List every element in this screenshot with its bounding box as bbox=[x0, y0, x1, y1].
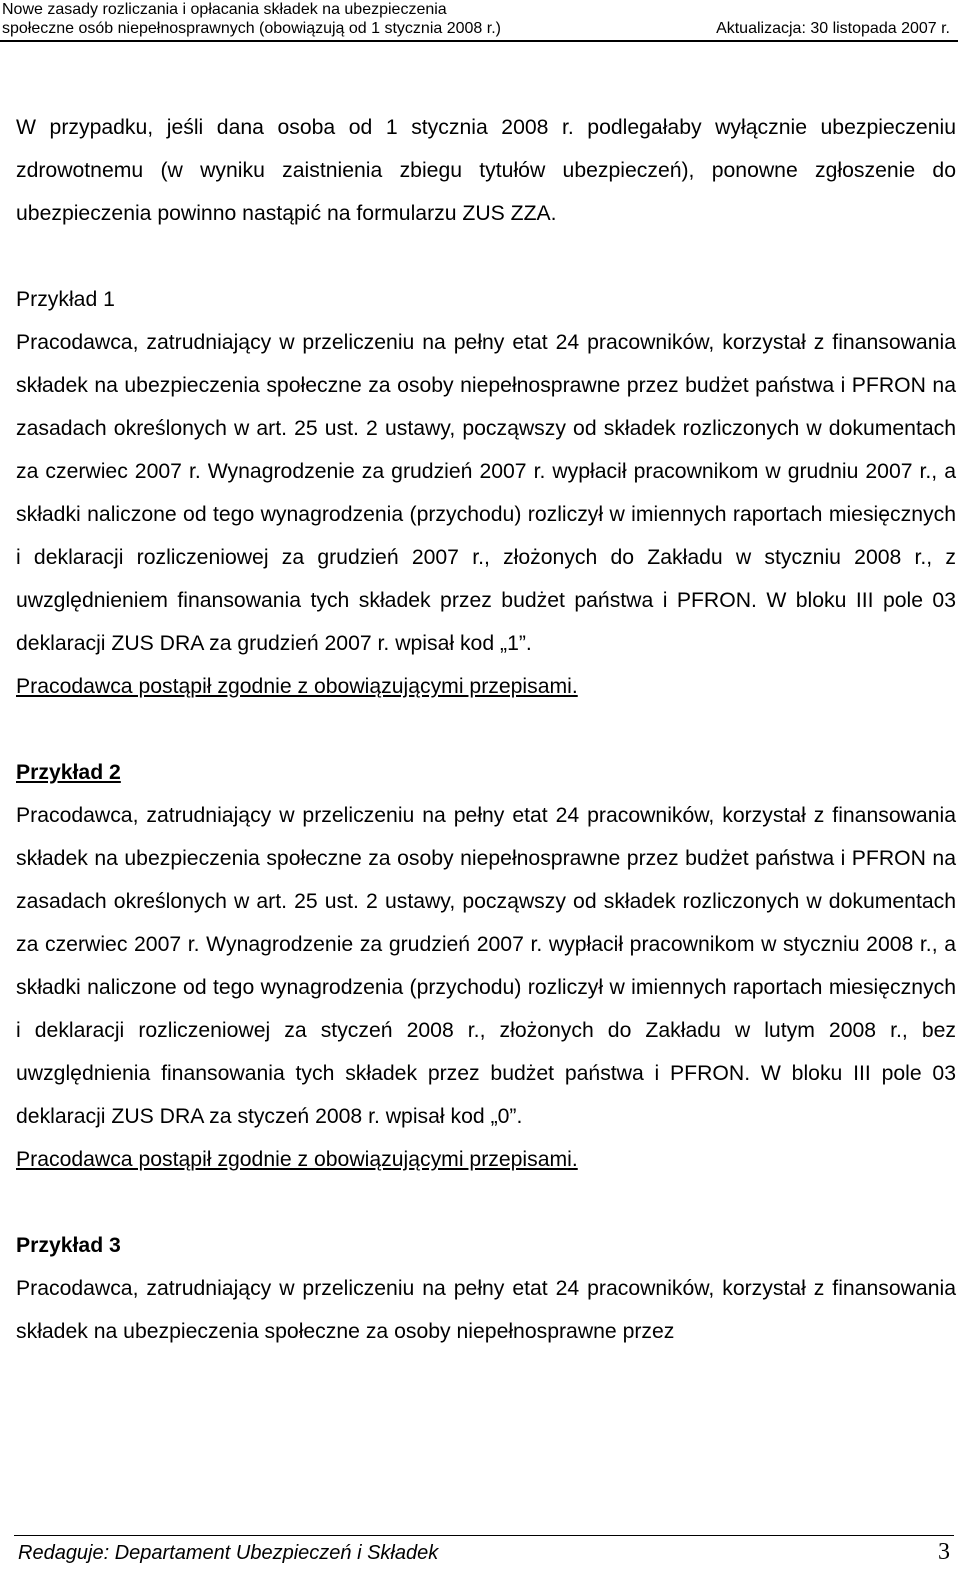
spacer bbox=[16, 1181, 956, 1224]
spacer bbox=[16, 708, 956, 751]
example-2-body: Pracodawca, zatrudniający w przeliczeniu na pełny etat 24 pracowników, korzystał z finansowania składek na ubezpieczenia społeczne za osoby niepełnosprawne przez budżet państwa i PFRON na zasadach określonych w art. 25 ust. 2 ustawy, począwszy od składek rozliczonych w dokumentach za czerwiec 2007 r. Wynagrodzenie za grudzień 2007 r. wypłacił pracownikom w styczniu 2008 r., a składki naliczone od tego wynagrodzenia (przychodu) rozliczył w imiennych raportach miesięcznych i deklaracji rozliczeniowej za styczeń 2008 r., złożonych do Zakładu w lutym 2008 r., bez uwzględnienia finansowania tych składek przez budżet państwa i PFRON. W bloku III pole 03 deklaracji ZUS DRA za styczeń 2008 r. wpisał kod „0”. bbox=[16, 804, 956, 1128]
example-1-body: Pracodawca, zatrudniający w przeliczeniu na pełny etat 24 pracowników, korzystał z finansowania składek na ubezpieczenia społeczne za osoby niepełnosprawne przez budżet państwa i PFRON na zasadach określonych w art. 25 ust. 2 ustawy, począwszy od składek rozliczonych w dokumentach za czerwiec 2007 r. Wynagrodzenie za grudzień 2007 r. wypłacił pracownikom w grudniu 2007 r., a składki naliczone od tego wynagrodzenia (przychodu) rozliczył w imiennych raportach miesięcznych i deklaracji rozliczeniowej za grudzień 2007 r., złożonych do Zakładu w styczniu 2008 r., z uwzględnieniem finansowania tych składek przez budżet państwa i PFRON. W bloku III pole 03 deklaracji ZUS DRA za grudzień 2007 r. wpisał kod „1”. bbox=[16, 331, 956, 655]
header-title-line-1: Nowe zasady rozliczania i opłacania składek na ubezpieczenia bbox=[2, 1, 447, 18]
example-2-heading: Przykład 2 bbox=[16, 761, 121, 784]
example-1-conclusion: Pracodawca postąpił zgodnie z obowiązującymi przepisami. bbox=[16, 675, 578, 698]
example-2-conclusion: Pracodawca postąpił zgodnie z obowiązującymi przepisami. bbox=[16, 1148, 578, 1171]
header-update-date: Aktualizacja: 30 listopada 2007 r. bbox=[716, 20, 950, 37]
page-header bbox=[0, 0, 960, 40]
footer-editor: Redaguje: Departament Ubezpieczeń i Składek bbox=[18, 1542, 439, 1564]
example-3-heading: Przykład 3 bbox=[16, 1234, 121, 1257]
example-3-body: Pracodawca, zatrudniający w przeliczeniu na pełny etat 24 pracowników, korzystał z finansowania składek na ubezpieczenia społeczne za osoby niepełnosprawne przez bbox=[16, 1277, 956, 1343]
spacer bbox=[16, 235, 956, 278]
intro-paragraph: W przypadku, jeśli dana osoba od 1 stycznia 2008 r. podlegałaby wyłącznie ubezpieczeniu zdrowotnemu (w wyniku zaistnienia zbiegu tytułów ubezpieczeń), ponowne zgłoszenie do ubezpieczenia powinno nastąpić na formularzu ZUS ZZA. bbox=[16, 116, 956, 225]
header-title-line-2: społeczne osób niepełnosprawnych (obowiązują od 1 stycznia 2008 r.) bbox=[2, 20, 501, 37]
header-divider bbox=[0, 40, 958, 42]
example-1-heading: Przykład 1 bbox=[16, 288, 115, 311]
footer-divider bbox=[14, 1535, 954, 1536]
document-body bbox=[16, 106, 956, 1353]
page-number: 3 bbox=[938, 1539, 950, 1565]
